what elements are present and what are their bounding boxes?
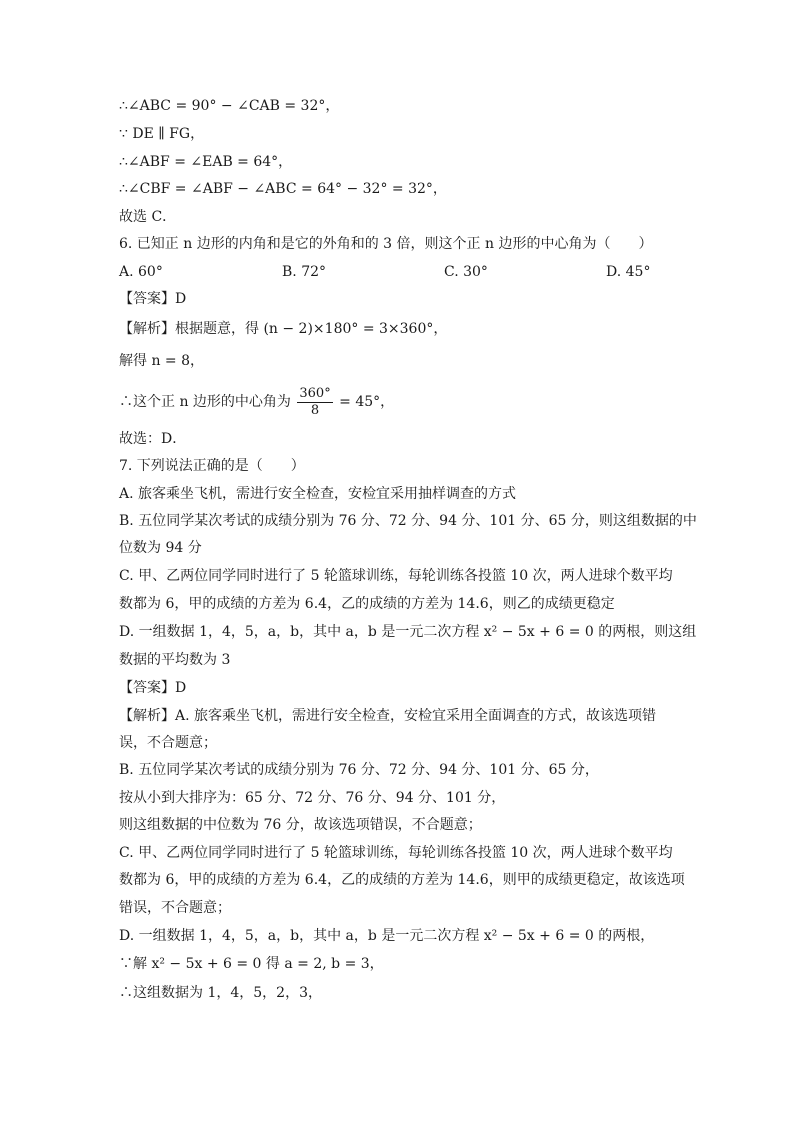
solution-line-2: ∵ DE ∥ FG，: [119, 126, 205, 142]
solution-line-3: ∴∠ABF = ∠EAB = 64°，: [119, 154, 293, 170]
question-7-analysis-b-2: 按从小到大排序为：65 分、72 分、76 分、94 分、101 分，: [119, 790, 506, 806]
question-7-option-c-line-2: 数都为 6，甲的成绩的方差为 6.4，乙的成绩的方差为 14.6，则乙的成绩更稳定: [119, 596, 615, 612]
question-7-analysis-c-2: 数都为 6，甲的成绩的方差为 6.4，乙的成绩的方差为 14.6，则甲的成绩更稳定，故该选项: [119, 872, 685, 888]
question-6-analysis-1: 【解析】根据题意，得 (n − 2)×180° = 3×360°，: [119, 321, 448, 337]
question-7-option-c-line-1: C. 甲、乙两位同学同时进行了 5 轮篮球训练，每轮训练各投篮 10 次，两人进球个数平均: [119, 568, 673, 584]
question-7-analysis-b-1: B. 五位同学某次考试的成绩分别为 76 分、72 分、94 分、101 分、65 分，: [119, 762, 599, 778]
question-6-option-b: B. 72°: [282, 264, 327, 280]
question-7-option-d-line-2: 数据的平均数为 3: [119, 652, 231, 668]
question-6-analysis-2: 解得 n = 8，: [119, 353, 205, 369]
question-7-answer: 【答案】D: [119, 680, 187, 696]
question-6-option-c: C. 30°: [444, 264, 488, 280]
question-7-analysis-d-1: D. 一组数据 1，4，5，a，b，其中 a，b 是一元二次方程 x² − 5x + 6 = 0 的两根，: [119, 928, 655, 944]
question-7-analysis-d-3: ∴这组数据为 1，4，5，2，3，: [119, 985, 322, 1001]
solution-line-4: ∴∠CBF = ∠ABF − ∠ABC = 64° − 32° = 32°，: [119, 181, 447, 197]
question-6-stem: 6. 已知正 n 边形的内角和是它的外角和的 3 倍，则这个正 n 边形的中心角为（ ）: [119, 236, 653, 252]
central-angle-fraction: [297, 386, 332, 419]
fraction-denominator: 8: [310, 402, 320, 418]
question-6-option-d: D. 45°: [606, 264, 651, 280]
question-7-stem: 7. 下列说法正确的是（ ）: [119, 458, 305, 474]
question-6-conclusion: 故选：D．: [119, 431, 187, 447]
question-7-analysis-d-2: ∵解 x² − 5x + 6 = 0 得 a = 2, b = 3，: [119, 956, 384, 972]
question-6-option-a: A. 60°: [119, 264, 163, 280]
analysis-3-suffix: = 45°，: [339, 394, 395, 410]
analysis-3-prefix: ∴这个正 n 边形的中心角为: [119, 394, 291, 410]
question-7-analysis-c-1: C. 甲、乙两位同学同时进行了 5 轮篮球训练，每轮训练各投篮 10 次，两人进球个数平均: [119, 845, 673, 861]
question-6-analysis-3: [119, 384, 679, 420]
solution-line-1: ∴∠ABC = 90° − ∠CAB = 32°，: [119, 98, 340, 114]
question-7-analysis-a-2: 误，不合题意；: [119, 735, 217, 751]
question-7-option-d-line-1: D. 一组数据 1，4，5，a，b，其中 a，b 是一元二次方程 x² − 5x + 6 = 0 的两根，则这组: [119, 624, 697, 640]
question-7-analysis-a-1: 【解析】A. 旅客乘坐飞机，需进行安全检查，安检宜采用全面调查的方式，故该选项错: [119, 708, 657, 724]
fraction-numerator: 360°: [299, 385, 331, 401]
solution-conclusion: 故选 C．: [119, 209, 177, 225]
question-7-analysis-b-3: 则这组数据的中位数为 76 分，故该选项错误，不合题意；: [119, 817, 482, 833]
question-7-option-b-line-2: 位数为 94 分: [119, 540, 202, 556]
question-6-answer: 【答案】D: [119, 291, 187, 307]
question-7-option-a: A. 旅客乘坐飞机，需进行安全检查，安检宜采用抽样调查的方式: [119, 486, 517, 502]
question-7-analysis-c-3: 错误，不合题意；: [119, 900, 231, 916]
question-7-option-b-line-1: B. 五位同学某次考试的成绩分别为 76 分、72 分、94 分、101 分、65 分，则这组数据的中: [119, 513, 697, 529]
